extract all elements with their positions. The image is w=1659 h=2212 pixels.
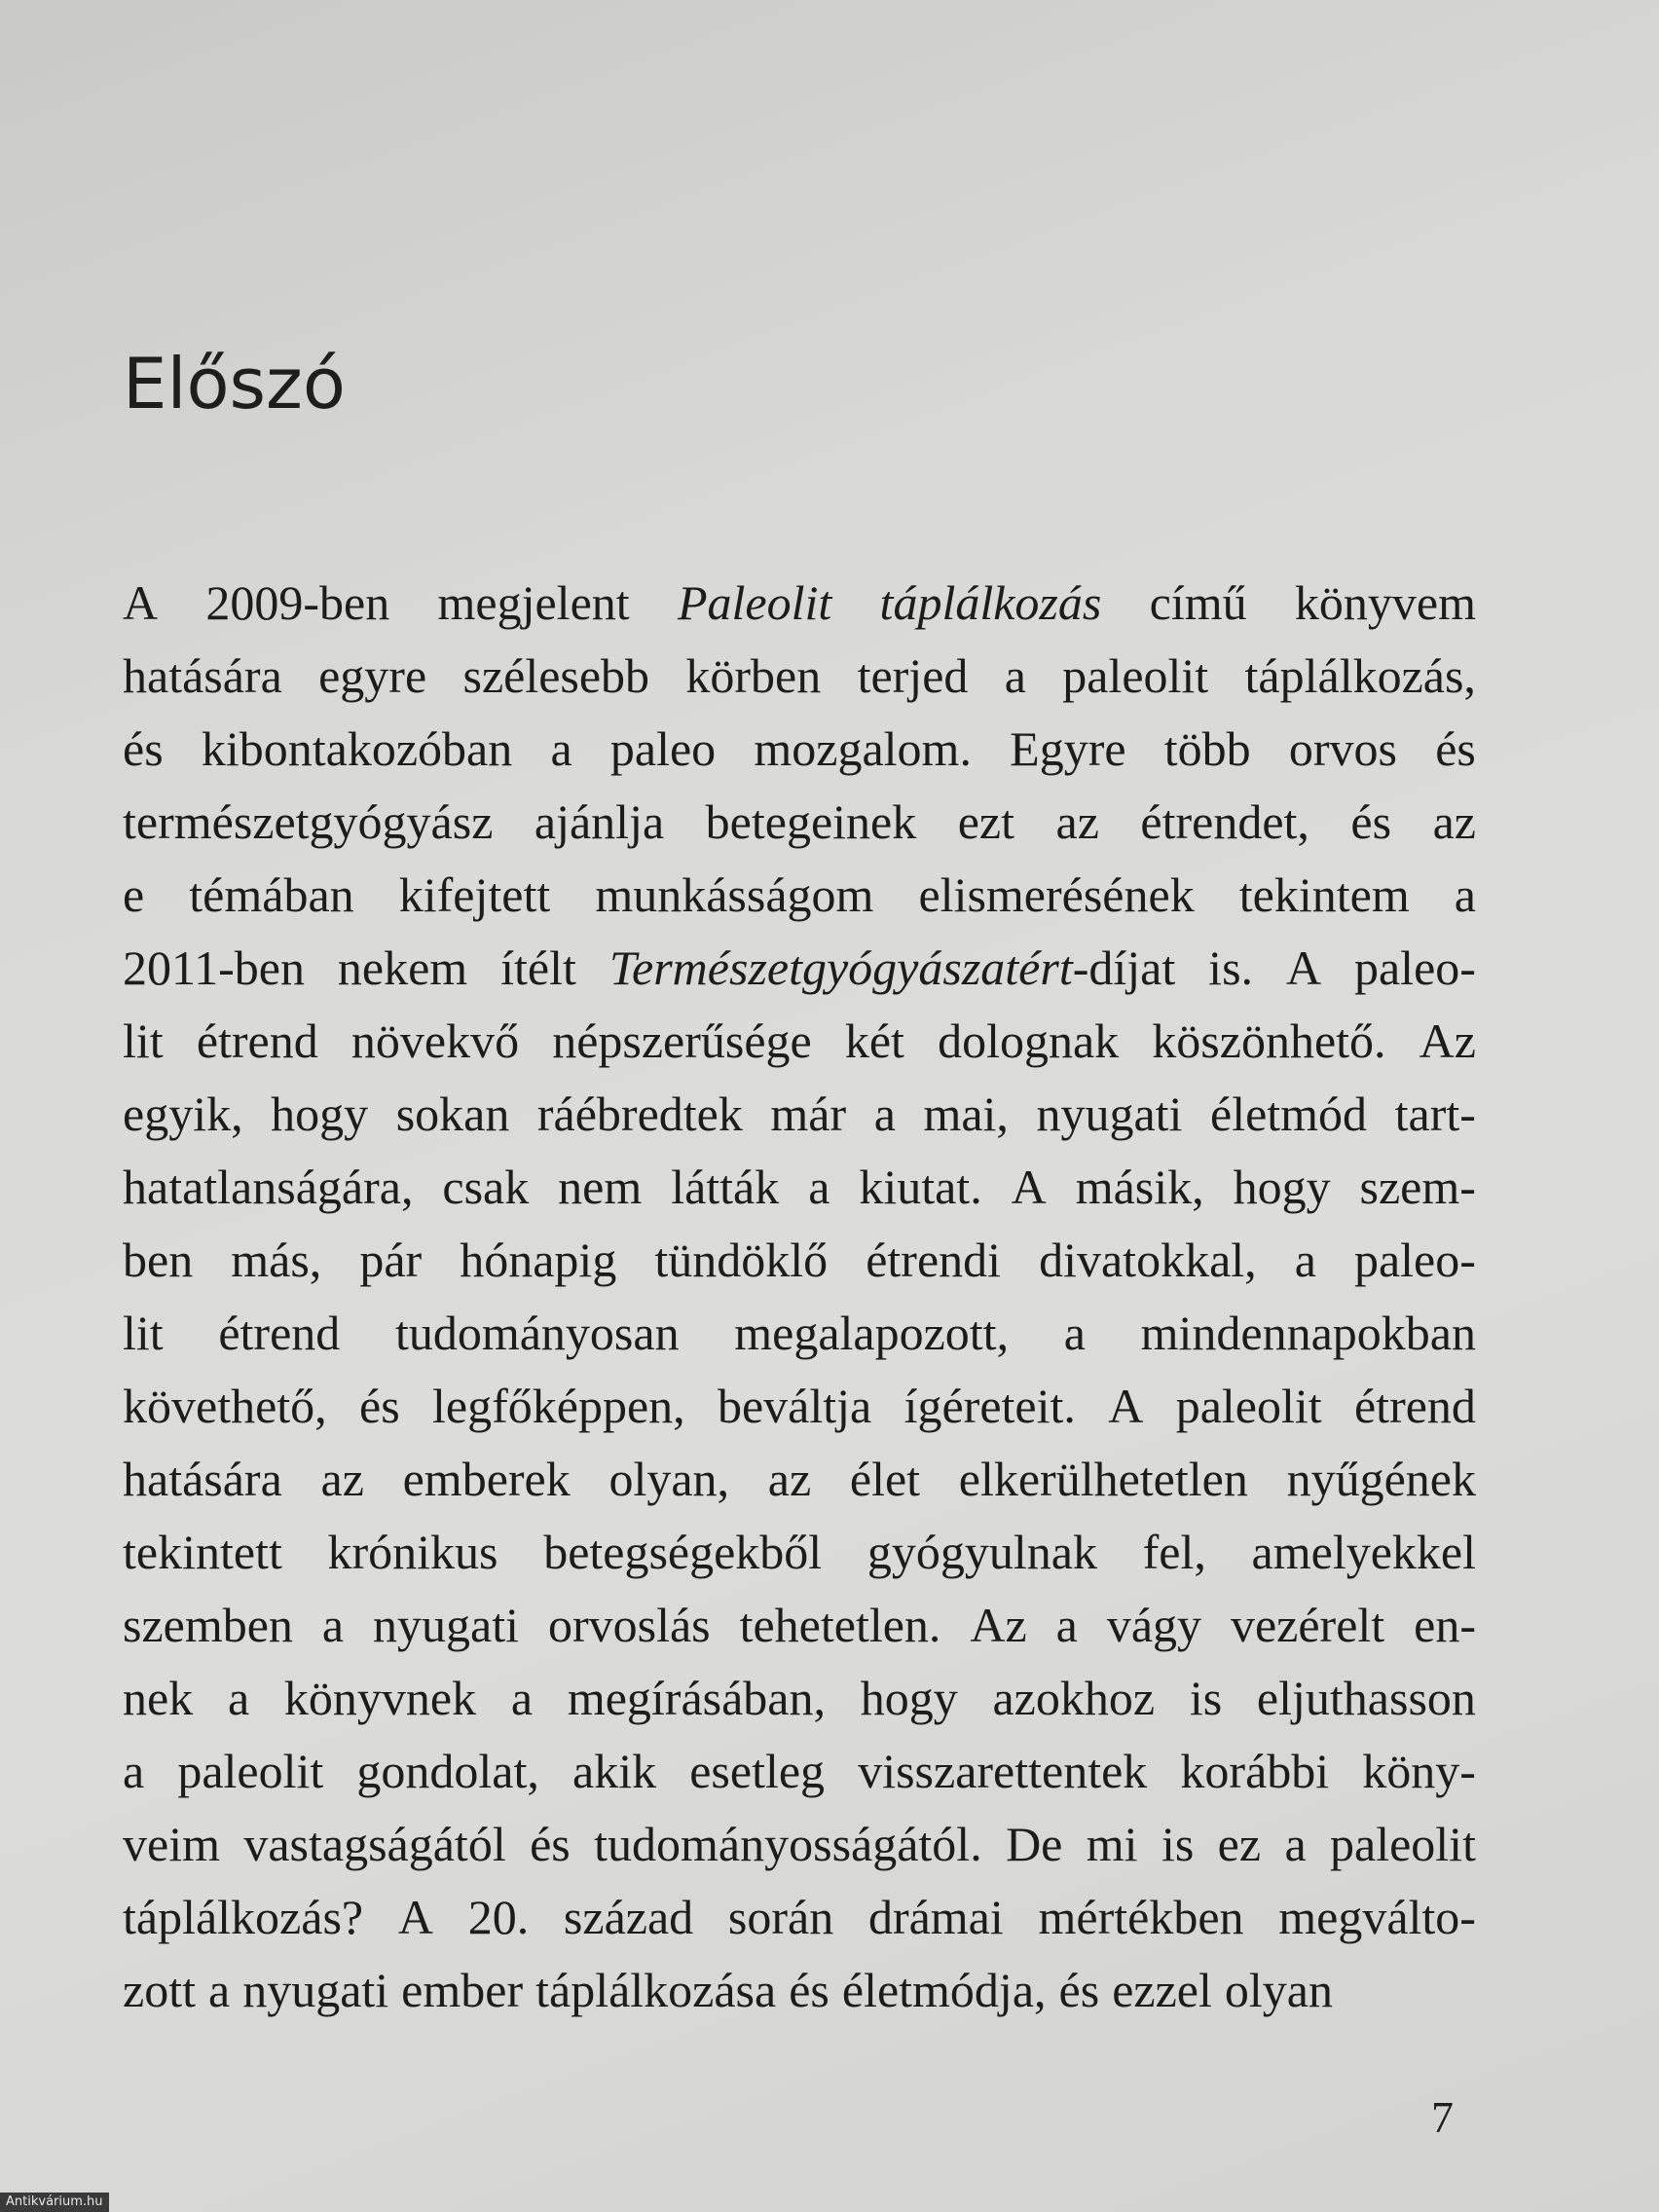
word: ezzel: [1112, 1963, 1212, 2017]
word: kiutat.: [859, 1160, 982, 1214]
word: olyan,: [608, 1452, 730, 1506]
word: ajánlja: [534, 794, 665, 849]
word: csak: [442, 1160, 530, 1214]
text-line: [123, 1297, 1476, 1370]
word: De: [1006, 1817, 1063, 1871]
word: divatokkal,: [1039, 1233, 1257, 1287]
word: beváltja: [717, 1379, 872, 1433]
word: a: [1284, 1817, 1307, 1871]
text-line: [123, 713, 1476, 786]
word: betegeinek: [705, 794, 917, 849]
word: hónapig: [460, 1233, 617, 1287]
word: tudományosságától.: [594, 1817, 982, 1871]
word: a: [1294, 1233, 1316, 1287]
word: a: [123, 1744, 145, 1798]
word: század: [563, 1890, 694, 1944]
word: másik,: [1075, 1160, 1204, 1214]
word: tudományosan: [394, 1306, 680, 1360]
word: korábbi: [1180, 1744, 1330, 1798]
word: és: [123, 721, 164, 776]
word: e: [123, 867, 145, 922]
word: dolognak: [938, 1014, 1120, 1068]
word: és: [1350, 794, 1392, 849]
word: nyugati: [373, 1598, 520, 1652]
word: és: [359, 1379, 400, 1433]
word: köny-: [1362, 1744, 1476, 1798]
word: témában: [189, 867, 354, 922]
word: olyan: [1224, 1963, 1333, 2017]
word: vágy: [1106, 1598, 1202, 1652]
word: ez: [1217, 1817, 1262, 1871]
word: az: [767, 1452, 812, 1506]
word: tehetetlen.: [739, 1598, 941, 1652]
word: ben: [123, 1233, 194, 1287]
word: paleolit: [1330, 1817, 1476, 1871]
word: Egyre: [1010, 721, 1126, 776]
word: vezérelt: [1230, 1598, 1385, 1652]
word: étrendet,: [1140, 794, 1309, 849]
word: hogy: [271, 1087, 369, 1141]
word: mértékben: [1038, 1890, 1244, 1944]
word: az: [320, 1452, 364, 1506]
word: paleo-: [1353, 1233, 1476, 1287]
word: sokan: [395, 1087, 510, 1141]
word: A: [397, 1890, 433, 1944]
body-paragraph: [123, 567, 1476, 2027]
word: mozgalom.: [754, 721, 972, 776]
word: során: [727, 1890, 834, 1944]
word: népszerűsége: [552, 1014, 812, 1068]
word: gyógyulnak: [866, 1525, 1097, 1579]
word: kibontakozóban: [201, 721, 513, 776]
text-line: [123, 1662, 1476, 1735]
word: munkásságom: [595, 867, 874, 922]
word: könyvem: [1294, 575, 1476, 630]
text-line: [123, 1078, 1476, 1151]
word: A: [123, 575, 159, 630]
word: tündöklő: [654, 1233, 829, 1287]
word: étrendi: [866, 1233, 1002, 1287]
word: az: [1432, 794, 1476, 849]
word: orvoslás: [547, 1598, 711, 1652]
word: tekintem: [1238, 867, 1410, 922]
word: legfőképpen,: [432, 1379, 685, 1433]
word: paleolit: [1062, 648, 1209, 703]
word: paleo: [609, 721, 717, 776]
word: terjed: [857, 648, 969, 703]
text-line: [123, 1589, 1476, 1662]
word: könyvnek: [283, 1671, 477, 1725]
word: elkerülhetetlen: [958, 1452, 1248, 1506]
word: nyűgének: [1286, 1452, 1476, 1506]
word: vastagságától: [243, 1817, 506, 1871]
word: ráébredtek: [536, 1087, 743, 1141]
word: hogy: [1233, 1160, 1331, 1214]
text-line: [123, 1881, 1476, 1954]
word: szem-: [1359, 1160, 1476, 1214]
word: című: [1149, 575, 1247, 630]
word: nyugati: [1036, 1087, 1183, 1141]
text-line: [123, 1954, 1476, 2027]
word: amelyekkel: [1251, 1525, 1476, 1579]
word: táplálkozás,: [1244, 648, 1476, 703]
word: szemben: [123, 1598, 293, 1652]
word: és: [1058, 1963, 1100, 2017]
word: más,: [231, 1233, 322, 1287]
text-line: [123, 1443, 1476, 1516]
word: is: [1189, 1671, 1223, 1725]
word: veim: [123, 1817, 220, 1871]
word: megírásában,: [567, 1671, 826, 1725]
word: lit: [123, 1306, 164, 1360]
text-line: [123, 1224, 1476, 1297]
word: életmód: [1210, 1087, 1368, 1141]
word: és: [789, 1963, 830, 2017]
word: Természetgyógyászatért-díjat: [608, 940, 1176, 995]
word: körben: [685, 648, 822, 703]
text-line: [123, 1808, 1476, 1881]
word: megalapozott,: [734, 1306, 1010, 1360]
text-line: [123, 1735, 1476, 1808]
word: kifejtett: [398, 867, 551, 922]
word: a: [227, 1671, 250, 1725]
word: lit: [123, 1014, 164, 1068]
word: hatására: [123, 648, 282, 703]
word: nyugati: [242, 1963, 389, 2017]
word: fel,: [1142, 1525, 1206, 1579]
word: orvos: [1288, 721, 1398, 776]
text-line: [123, 1151, 1476, 1224]
word: nek: [123, 1671, 194, 1725]
word: tekintett: [123, 1525, 282, 1579]
word: látták: [671, 1160, 780, 1214]
text-line: [123, 640, 1476, 713]
word: köszönhető.: [1152, 1014, 1386, 1068]
word: Az: [970, 1598, 1027, 1652]
word: az: [1055, 794, 1099, 849]
watermark: Antikvárium.hu: [0, 2193, 109, 2212]
italic-title: Természetgyógyászatért: [608, 940, 1073, 995]
word: megválto-: [1278, 1890, 1476, 1944]
word: a: [1454, 867, 1476, 922]
text-line: [123, 567, 1476, 640]
word: a: [1063, 1306, 1086, 1360]
word: mai,: [923, 1087, 1009, 1141]
word: eljuthasson: [1256, 1671, 1476, 1725]
word: pár: [359, 1233, 423, 1287]
word: ember: [401, 1963, 524, 2017]
word: Az: [1419, 1014, 1476, 1068]
word: követhető,: [123, 1379, 327, 1433]
word: esetleg: [689, 1744, 826, 1798]
word: táplálkozása: [535, 1963, 777, 2017]
word: A: [1285, 940, 1322, 995]
word: hatatlanságára,: [123, 1160, 414, 1214]
word: 20.: [467, 1890, 530, 1944]
word: növekvő: [350, 1014, 520, 1068]
word: a: [510, 1671, 534, 1725]
word: nem: [558, 1160, 643, 1214]
word: elismerésének: [918, 867, 1195, 922]
word: en-: [1414, 1598, 1476, 1652]
word: a: [321, 1598, 345, 1652]
word: több: [1163, 721, 1251, 776]
word: mindennapokban: [1140, 1306, 1476, 1360]
text-line: [123, 932, 1476, 1005]
word: a: [873, 1087, 896, 1141]
word: 2011-ben: [123, 940, 305, 995]
text-line: [123, 1005, 1476, 1078]
word: is: [1161, 1817, 1195, 1871]
word: két: [844, 1014, 904, 1068]
word: ítélt: [500, 940, 576, 995]
word: megjelent: [437, 575, 630, 630]
word: a: [1055, 1598, 1078, 1652]
word: mi: [1086, 1817, 1138, 1871]
word: ezt: [957, 794, 1015, 849]
chapter-title: Előszó: [123, 343, 346, 424]
word: étrend: [1353, 1379, 1476, 1433]
word: természetgyógyász: [123, 794, 494, 849]
word: Paleolit: [677, 575, 832, 630]
word: táplálkozás: [879, 575, 1102, 630]
word: és: [1435, 721, 1476, 776]
word: zott: [123, 1963, 196, 2017]
word: szélesebb: [462, 648, 650, 703]
word: hogy: [860, 1671, 958, 1725]
word: is.: [1208, 940, 1254, 995]
word: paleolit: [1175, 1379, 1322, 1433]
word: életmódja,: [841, 1963, 1047, 2017]
word: egyik,: [123, 1087, 243, 1141]
word: drámai: [867, 1890, 1004, 1944]
word: egyre: [318, 648, 427, 703]
word: étrend: [218, 1306, 341, 1360]
text-line: [123, 1516, 1476, 1589]
word: gondolat,: [356, 1744, 539, 1798]
text-line: [123, 1370, 1476, 1443]
word: a: [207, 1963, 231, 2017]
word: tart-: [1394, 1087, 1476, 1141]
word: nekem: [337, 940, 468, 995]
word: a: [1004, 648, 1026, 703]
page-number: 7: [1431, 2092, 1454, 2142]
word: 2009-ben: [205, 575, 390, 630]
word: hatására: [123, 1452, 282, 1506]
word: ígéreteit.: [903, 1379, 1076, 1433]
word: azokhoz: [992, 1671, 1156, 1725]
word: krónikus: [327, 1525, 498, 1579]
word: A: [1011, 1160, 1047, 1214]
word: a: [808, 1160, 830, 1214]
word: és: [530, 1817, 571, 1871]
word: akik: [572, 1744, 657, 1798]
word: étrend: [196, 1014, 318, 1068]
word: paleolit: [177, 1744, 324, 1798]
word: már: [770, 1087, 847, 1141]
word: A: [1108, 1379, 1144, 1433]
word: a: [550, 721, 572, 776]
word: betegségekből: [543, 1525, 823, 1579]
word: emberek: [402, 1452, 571, 1506]
word: élet: [849, 1452, 921, 1506]
word: táplálkozás?: [123, 1890, 364, 1944]
word: paleo-: [1353, 940, 1476, 995]
word: visszarettentek: [858, 1744, 1148, 1798]
text-line: [123, 859, 1476, 932]
text-line: [123, 786, 1476, 859]
